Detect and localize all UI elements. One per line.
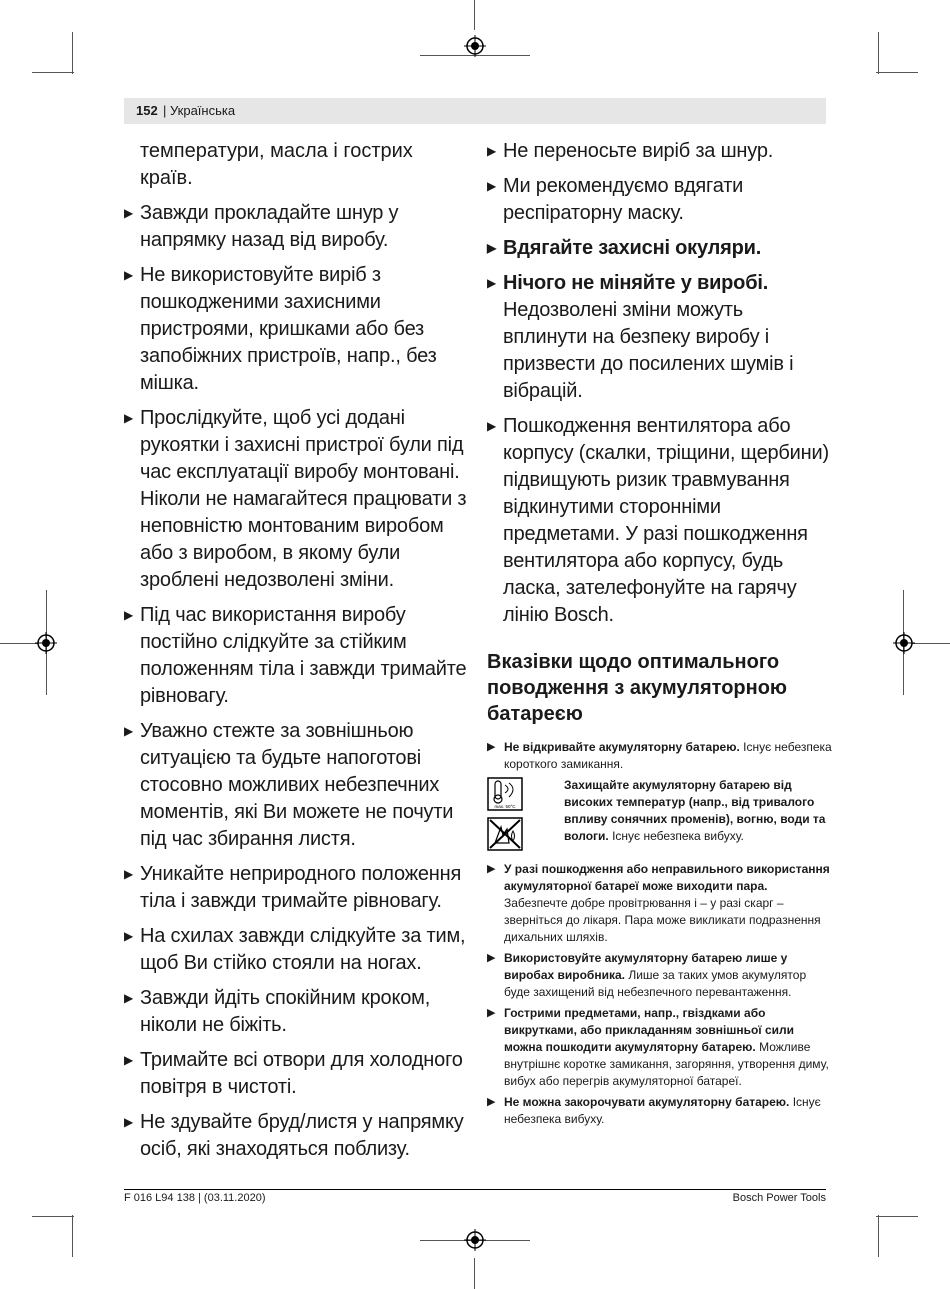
list-item: ▶ Вдягайте захисні окуляри. bbox=[487, 235, 832, 262]
footer-divider bbox=[124, 1189, 826, 1190]
bullet-triangle-icon: ▶ bbox=[487, 419, 497, 433]
battery-item: ▶ Не можна закорочувати акумуляторну батарею. Існує небезпека вибуху. bbox=[487, 1095, 821, 1126]
footer-brand: Bosch Power Tools bbox=[732, 1192, 826, 1204]
registration-mark-icon bbox=[893, 632, 915, 654]
bullet-triangle-icon: ▶ bbox=[124, 1115, 134, 1129]
max-temp-label: max. 50°C bbox=[494, 804, 516, 809]
bullet-triangle-icon: ▶ bbox=[487, 179, 497, 193]
list-item: ▶ Завжди йдіть спокійним кроком, ніколи не біжіть. bbox=[124, 987, 431, 1036]
section-heading: Вказівки щодо оптимального поводження з акумуляторною батареєю bbox=[487, 651, 787, 725]
battery-protection-text: Захищайте акумуляторну батарею від високих температур (напр., від тривалого впливу сонячних променів), вогню, води та вологи. Існує небезпека вибуху. bbox=[564, 778, 826, 843]
crop-mark bbox=[878, 1215, 879, 1257]
battery-item: ▶ У разі пошкодження або неправильного використання акумуляторної батареї може виходити пара. Забезпечте добре провітрювання і – у разі скарг – зверніться до лікаря. Пара може викликати подразнення дихальних шляхів. bbox=[487, 862, 830, 944]
bullet-triangle-icon: ▶ bbox=[124, 608, 134, 622]
battery-item: ▶ Використовуйте акумуляторну батарею лише у виробах виробника. Лише за таких умов акумулятор буде захищений від небезпечного перевантаження. bbox=[487, 951, 807, 999]
bullet-triangle-icon: ▶ bbox=[124, 411, 134, 425]
bullet-triangle-icon: ▶ bbox=[124, 929, 134, 943]
list-item: ▶ Уникайте неприродного положення тіла і завжди тримайте рівновагу. bbox=[124, 863, 462, 912]
list-item: ▶ Під час використання виробу постійно слідкуйте за стійким положенням тіла і завжди тримайте рівновагу. bbox=[124, 604, 467, 707]
list-item: ▶ Не використовуйте виріб з пошкодженими захисними пристроями, кришками або без запобіжних пристроїв, напр., без мішка. bbox=[124, 264, 437, 394]
registration-mark-icon bbox=[464, 1229, 486, 1251]
list-item: ▶ Завжди прокладайте шнур у напрямку назад від виробу. bbox=[124, 202, 399, 251]
crop-mark bbox=[0, 643, 38, 644]
battery-item: ▶ Гострими предметами, напр., гвіздками або викрутками, або прикладанням зовнішньої сили можна пошкодити акумуляторну батарею. Можливе внутрішнє коротке замикання, загоряння, утворення диму, вибух або перегрів акумуляторної батареї. bbox=[487, 1006, 829, 1088]
bullet-triangle-icon: ▶ bbox=[487, 863, 496, 875]
registration-mark-icon bbox=[35, 632, 57, 654]
crop-mark bbox=[876, 1216, 918, 1217]
bullet-triangle-icon: ▶ bbox=[124, 206, 134, 220]
list-item: ▶ Уважно стежте за зовнішньою ситуацією та будьте напоготові стосовно можливих небезпечних моментів, які Ви можете не почути під час збирання листя. bbox=[124, 720, 454, 850]
bullet-triangle-icon: ▶ bbox=[487, 741, 496, 753]
right-column bbox=[487, 138, 832, 1132]
list-item: ▶ Тримайте всі отвори для холодного повітря в чистоті. bbox=[124, 1049, 463, 1098]
bullet-triangle-icon: ▶ bbox=[487, 1096, 496, 1108]
list-item: ▶ Не здувайте бруд/листя у напрямку осіб, які знаходяться поблизу. bbox=[124, 1111, 464, 1160]
no-fire-water-icon bbox=[487, 817, 523, 851]
bullet-triangle-icon: ▶ bbox=[124, 724, 134, 738]
bullet-triangle-icon: ▶ bbox=[124, 268, 134, 282]
bullet-triangle-icon: ▶ bbox=[124, 1053, 134, 1067]
list-item: ▶ Ми рекомендуємо вдягати респіраторну маску. bbox=[487, 175, 744, 224]
left-column bbox=[124, 138, 469, 1171]
page-number: 152 bbox=[136, 103, 158, 118]
bullet-triangle-icon: ▶ bbox=[124, 991, 134, 1005]
bullet-triangle-icon: ▶ bbox=[124, 867, 134, 881]
list-item: ▶ Нічого не міняйте у виробі. Недозволені зміни можуть вплинути на безпеку виробу і призвести до посилених шумів і вібрацій. bbox=[487, 272, 794, 402]
list-item: ▶ Не переносьте виріб за шнур. bbox=[487, 138, 832, 165]
footer-doc-id: F 016 L94 138 | (03.11.2020) bbox=[124, 1192, 266, 1204]
language-label: | Українська bbox=[163, 103, 236, 118]
bullet-triangle-icon: ▶ bbox=[487, 144, 497, 158]
crop-mark bbox=[474, 1258, 475, 1289]
continuation-text: температури, масла і гострих країв. bbox=[140, 140, 413, 189]
bullet-triangle-icon: ▶ bbox=[487, 276, 497, 290]
crop-mark bbox=[72, 32, 73, 74]
bullet-triangle-icon: ▶ bbox=[487, 241, 497, 255]
battery-item: ▶ Не відкривайте акумуляторну батарею. Існує небезпека короткого замикання. bbox=[487, 740, 832, 771]
registration-mark-icon bbox=[464, 35, 486, 57]
list-item: ▶ Пошкодження вентилятора або корпусу (скалки, тріщини, щербини) підвищують ризик травмування відкинутими сторонніми предметами. У разі пошкодження вентилятора або корпусу, будь ласка, зателефонуйте на гарячу лінію Bosch. bbox=[487, 415, 829, 626]
bullet-triangle-icon: ▶ bbox=[487, 952, 496, 964]
crop-mark bbox=[72, 1215, 73, 1257]
crop-mark bbox=[474, 0, 475, 30]
list-item: ▶ Прослідкуйте, щоб усі додані рукоятки і захисні пристрої були під час експлуатації виробу монтовані. Ніколи не намагайтеся працювати з неповністю монтованим виробом або з виробом, в якому були зроблені недозволені зміни. bbox=[124, 407, 467, 591]
crop-mark bbox=[32, 72, 74, 73]
temperature-warning-icon bbox=[487, 777, 523, 811]
crop-mark bbox=[878, 32, 879, 74]
battery-warning-icons-row bbox=[487, 777, 832, 857]
crop-mark bbox=[32, 1216, 74, 1217]
page-header bbox=[124, 98, 826, 124]
crop-mark bbox=[912, 643, 950, 644]
bullet-triangle-icon: ▶ bbox=[487, 1007, 496, 1019]
crop-mark bbox=[876, 72, 918, 73]
list-item: ▶ На схилах завжди слідкуйте за тим, щоб Ви стійко стояли на ногах. bbox=[124, 925, 466, 974]
